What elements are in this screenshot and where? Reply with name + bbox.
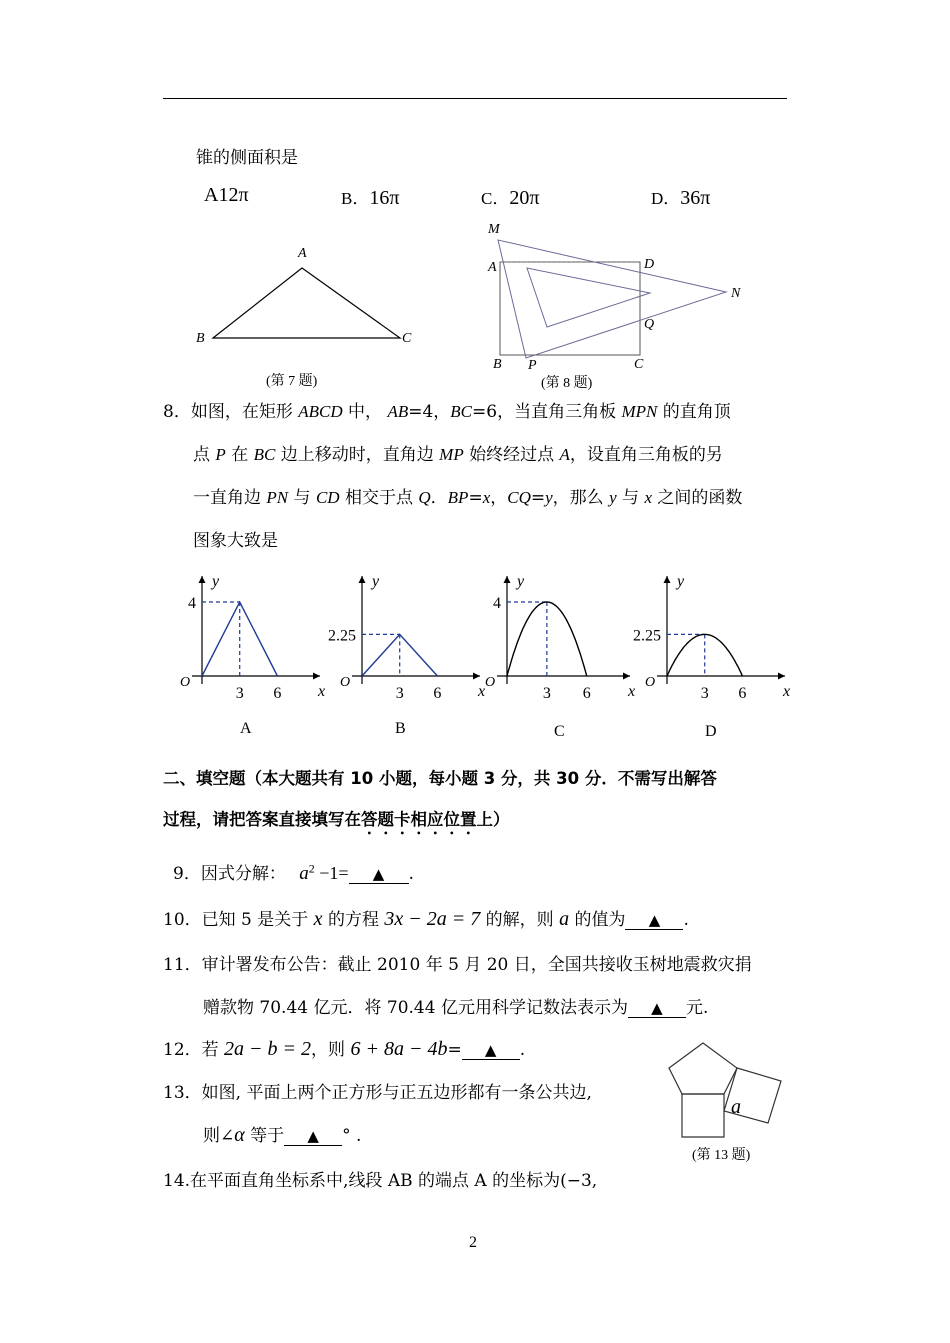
peak-value-label: 2.25 <box>328 627 356 645</box>
q7-option-c[interactable] <box>481 184 539 210</box>
q13-text: 则∠ <box>203 1126 235 1146</box>
q8-var: CQ <box>507 488 531 507</box>
peak-value-label: 4 <box>188 595 196 612</box>
q9-var: a <box>299 863 309 884</box>
q9-end: . <box>408 864 414 884</box>
q8-var: CD <box>315 488 340 507</box>
q10-end: . <box>683 910 689 930</box>
q8-var: y <box>545 488 553 507</box>
origin-label: O <box>485 675 496 690</box>
q7-option-a-value: 12π <box>218 184 249 206</box>
x-tick-label-6: 6 <box>738 685 747 700</box>
q8-label-a: A <box>488 260 497 275</box>
q12-text: 若 <box>201 1040 225 1060</box>
q8-graph-b <box>320 570 490 700</box>
section2-heading-line-1: 二、填空题（本大题共有 10 小题，每小题 3 分，共 30 分．不需写出解答 <box>163 769 717 788</box>
section2-text: 过程，请把答案直接填写在 <box>163 810 361 829</box>
q13-line-2 <box>203 1121 361 1147</box>
q13-text: 等于 <box>244 1126 285 1146</box>
q8-var: MP <box>439 445 464 464</box>
page-number: 2 <box>469 1234 477 1251</box>
q8-text: 如图，在矩形 <box>190 402 299 422</box>
origin-label: O <box>340 675 351 690</box>
q8-text: 与 <box>288 488 316 508</box>
q13-figure <box>660 1024 790 1144</box>
q8-line-3 <box>193 483 742 508</box>
q9-expr: −1= <box>314 863 349 883</box>
q8-var: P <box>215 445 226 464</box>
q8-var: x <box>482 488 491 507</box>
x-axis-label: x <box>783 683 791 700</box>
y-axis-label: y <box>677 573 685 590</box>
q8-number: 8． <box>163 402 191 422</box>
q9 <box>173 859 414 885</box>
q8-text: ，那么 <box>552 488 610 508</box>
q8-text: 中， <box>342 402 388 422</box>
q8-text: 一直角边 <box>193 488 267 508</box>
q14 <box>163 1166 597 1191</box>
q14-number: 14. <box>163 1171 191 1191</box>
section2-heading-line-2 <box>163 806 510 838</box>
q12-condition: 2a − b = 2 <box>224 1038 312 1060</box>
y-axis-arrow <box>199 576 206 583</box>
q8-var: Q <box>418 488 431 507</box>
q8-set-square-outer <box>498 240 726 358</box>
q10-var: a <box>559 908 570 930</box>
x-axis-label: x <box>478 683 486 700</box>
q8-text: 相交于点 <box>339 488 419 508</box>
q7-option-a[interactable] <box>204 184 249 207</box>
q8-var: BC <box>253 445 276 464</box>
q7-option-b-value: 16π <box>369 187 400 209</box>
q9-exponent: 2 <box>308 861 315 876</box>
q8-set-square-inner <box>527 268 650 327</box>
q8-line-4: 图象大致是 <box>193 531 278 551</box>
q7-label-b: B <box>196 331 205 346</box>
x-tick-label-6: 6 <box>273 685 282 700</box>
q7-label-c: C <box>402 331 412 346</box>
y-axis-label: y <box>212 573 220 590</box>
q13-number: 13． <box>163 1083 202 1103</box>
q10-answer-blank[interactable]: ▲ <box>625 911 683 930</box>
q8-var: y <box>609 488 617 507</box>
x-tick-label-3: 3 <box>235 685 244 700</box>
q8-var: A <box>559 445 570 464</box>
q8-var: PN <box>266 488 289 507</box>
section2-text: 上） <box>476 810 510 829</box>
q12-end: . <box>519 1040 526 1060</box>
q7-stem-end: 锥的侧面积是 <box>196 148 298 168</box>
q8-graph-option-a[interactable] <box>170 570 330 750</box>
q8-graph-d-label: D <box>705 723 717 740</box>
q13-angle-label: a <box>731 1096 741 1118</box>
q8-graph-b-label: B <box>395 720 406 737</box>
peak-value-label: 2.25 <box>633 627 661 645</box>
q13-square-bottom <box>682 1094 724 1137</box>
q8-line-2 <box>193 440 723 465</box>
q8-var: ABCD <box>298 402 343 421</box>
q8-label-n: N <box>731 286 741 301</box>
q8-var: x <box>644 488 652 507</box>
q11-number: 11． <box>163 955 202 975</box>
q12-expression: 6 + 8a − 4b <box>350 1038 448 1060</box>
q12 <box>163 1035 525 1061</box>
q7-option-c-label: C． <box>481 189 510 208</box>
q8-graph-a <box>170 570 330 700</box>
q11-line-1 <box>163 950 752 975</box>
y-axis-arrow <box>664 576 671 583</box>
y-axis-label: y <box>517 573 525 590</box>
x-tick-label-3: 3 <box>700 685 709 700</box>
q7-option-a-label: A <box>204 184 219 206</box>
q13-pentagon <box>669 1043 737 1094</box>
peak-value-label: 4 <box>493 595 501 612</box>
q11-text: 元. <box>685 998 709 1018</box>
q8-text: ． <box>430 488 448 508</box>
q8-text: 始终经过点 <box>463 445 560 465</box>
q8-var: AB <box>387 402 409 421</box>
q8-label-m: M <box>488 222 500 237</box>
q8-var: BC <box>450 402 473 421</box>
origin-label: O <box>180 675 191 690</box>
q8-rectangle <box>500 262 640 355</box>
q10-number: 10． <box>163 910 202 930</box>
q7-triangle <box>213 268 400 338</box>
q8-var: MPN <box>621 402 658 421</box>
q12-text: ，则 <box>311 1040 351 1060</box>
q8-text: =6，当直角三角板 <box>472 402 622 422</box>
q8-graph-option-c[interactable] <box>475 570 640 750</box>
q10-text: 已知 5 是关于 <box>201 910 314 930</box>
q8-text: ，设直角三角板的另 <box>569 445 723 465</box>
section2-emphasis: 答题卡相应位置 <box>361 810 477 829</box>
q13-answer-blank[interactable]: ▲ <box>284 1127 342 1146</box>
header-rule <box>163 98 787 99</box>
q8-text: = <box>530 488 546 508</box>
x-tick-label-6: 6 <box>582 685 591 700</box>
q8-label-b: B <box>493 357 502 372</box>
q10-text: 的值为 <box>569 910 626 930</box>
q12-text: = <box>447 1040 462 1060</box>
origin-label: O <box>645 675 656 690</box>
x-axis-arrow <box>313 673 320 680</box>
q8-text: 的直角顶 <box>657 402 731 422</box>
q9-answer-blank[interactable]: ▲ <box>349 865 409 884</box>
y-axis-arrow <box>359 576 366 583</box>
q7-caption: (第 7 题) <box>266 374 318 389</box>
q8-text: 之间的函数 <box>651 488 743 508</box>
q13-line-1 <box>163 1078 592 1103</box>
x-tick-label-3: 3 <box>395 685 404 700</box>
q8-text: 点 <box>193 445 216 465</box>
q7-option-b[interactable] <box>341 184 399 210</box>
q10-text: 的方程 <box>322 910 385 930</box>
y-axis-label: y <box>372 573 380 590</box>
x-tick-label-3: 3 <box>542 685 551 700</box>
q8-text: 在 <box>225 445 254 465</box>
q8-graph-c <box>475 570 640 700</box>
q7-option-d[interactable] <box>651 184 710 210</box>
q10-text: 的解，则 <box>480 910 560 930</box>
x-axis-label: x <box>628 683 636 700</box>
q10-equation: 3x − 2a = 7 <box>384 908 481 930</box>
q8-graph-c-label: C <box>554 723 565 740</box>
q8-graph-d <box>625 570 795 700</box>
q8-text: =4， <box>408 402 451 422</box>
q13-text: ° . <box>342 1126 362 1146</box>
q9-text: 因式分解： <box>200 864 286 884</box>
y-axis-arrow <box>504 576 511 583</box>
x-axis-label: x <box>318 683 326 700</box>
q13-caption: (第 13 题) <box>692 1148 751 1163</box>
q7-option-d-label: D． <box>651 189 681 208</box>
q8-text: 边上移动时，直角边 <box>275 445 440 465</box>
q11-line-2 <box>203 993 708 1018</box>
q8-label-p: P <box>528 358 537 373</box>
q12-answer-blank[interactable]: ▲ <box>462 1041 520 1060</box>
q13-alpha: α <box>234 1124 245 1146</box>
x-axis-arrow <box>778 673 785 680</box>
q8-label-c: C <box>634 357 644 372</box>
q8-var: BP <box>447 488 469 507</box>
q8-graph-option-d[interactable] <box>625 570 795 750</box>
q10 <box>163 905 689 931</box>
q7-label-a: A <box>298 246 307 261</box>
q8-text: 与 <box>616 488 645 508</box>
q8-text: = <box>468 488 483 508</box>
q13-text: 如图, 平面上两个正方形与正五边形都有一条公共边, <box>201 1083 592 1103</box>
q8-line-1 <box>163 397 731 422</box>
q8-figure <box>480 222 750 382</box>
x-tick-label-6: 6 <box>433 685 442 700</box>
q8-graph-a-label: A <box>240 720 252 737</box>
q8-caption: (第 8 题) <box>541 376 593 391</box>
q10-var: x <box>313 908 323 930</box>
q11-text: 审计署发布公告：截止 2010 年 5 月 20 日，全国共接收玉树地震救灾捐 <box>201 955 752 975</box>
q8-graph-option-b[interactable] <box>320 570 490 750</box>
q11-answer-blank[interactable]: ▲ <box>628 999 686 1018</box>
q8-label-d: D <box>644 257 655 272</box>
q7-option-b-label: B． <box>341 189 370 208</box>
q11-text: 赠款物 70.44 亿元．将 70.44 亿元用科学记数法表示为 <box>203 998 628 1018</box>
q7-option-d-value: 36π <box>680 187 711 209</box>
q9-number: 9． <box>173 864 201 884</box>
q14-text: 在平面直角坐标系中,线段 AB 的端点 A 的坐标为(−3, <box>190 1171 598 1191</box>
q8-label-q: Q <box>644 317 655 332</box>
q8-text: ， <box>490 488 508 508</box>
q12-number: 12． <box>163 1040 202 1060</box>
q7-option-c-value: 20π <box>509 187 540 209</box>
